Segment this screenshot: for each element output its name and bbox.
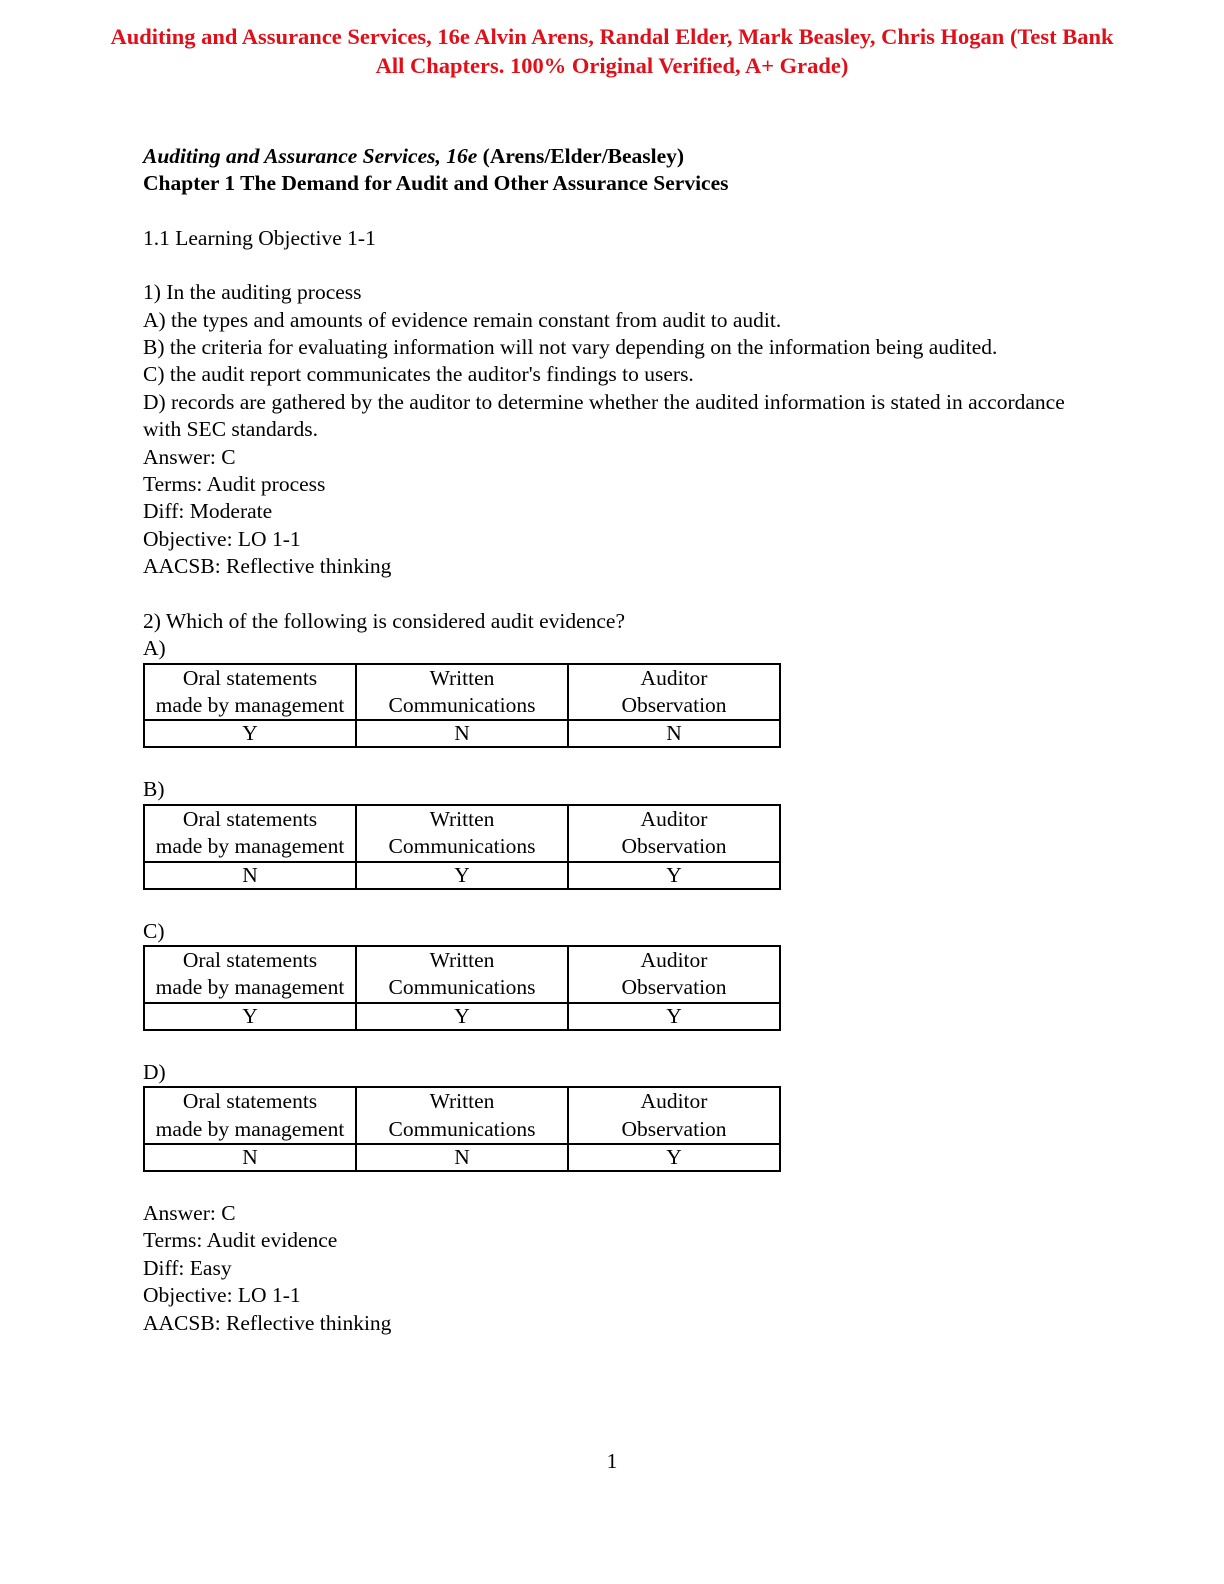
difficulty: Diff: Moderate xyxy=(143,499,273,524)
option-d: D) records are gathered by the auditor to determine whether the audited information is stated in accordance with SEC standards. xyxy=(143,389,1065,442)
chapter-title: Chapter 1 The Demand for Audit and Other Assurance Services xyxy=(143,171,729,196)
option-b-block xyxy=(143,776,1103,889)
book-title: Auditing and Assurance Services, 16e xyxy=(143,144,478,168)
header-cell: Written Communications xyxy=(356,664,568,721)
objective: Objective: LO 1-1 xyxy=(143,526,301,551)
value-cell: Y xyxy=(144,1003,356,1030)
objective: Objective: LO 1-1 xyxy=(143,1283,301,1308)
answer: Answer: C xyxy=(143,444,236,469)
question-stem: 1) In the auditing process xyxy=(143,280,362,305)
option-a-block xyxy=(143,635,1103,748)
option-label: C) xyxy=(143,918,165,943)
option-label: D) xyxy=(143,1059,166,1084)
option-table xyxy=(143,663,781,749)
value-cell: Y xyxy=(356,1003,568,1030)
value-cell: N xyxy=(568,720,780,747)
book-authors: (Arens/Elder/Beasley) xyxy=(477,144,685,168)
value-cell: N xyxy=(356,1144,568,1171)
aacsb: AACSB: Reflective thinking xyxy=(143,1310,392,1335)
header-cell: Oral statements made by management xyxy=(144,1087,356,1144)
header-cell: Oral statements made by management xyxy=(144,805,356,862)
document-banner xyxy=(60,22,1164,80)
option-a: A) the types and amounts of evidence remain constant from audit to audit. xyxy=(143,307,782,332)
difficulty: Diff: Easy xyxy=(143,1255,232,1280)
value-cell: N xyxy=(356,720,568,747)
header-cell: Auditor Observation xyxy=(568,805,780,862)
answer: Answer: C xyxy=(143,1200,236,1225)
document-body xyxy=(143,143,1103,1337)
option-label: A) xyxy=(143,636,166,661)
page-number: 1 xyxy=(606,1449,618,1473)
value-cell: Y xyxy=(144,720,356,747)
header-cell: Auditor Observation xyxy=(568,1087,780,1144)
option-label: B) xyxy=(143,777,165,802)
header-cell: Oral statements made by management xyxy=(144,946,356,1003)
header-cell: Auditor Observation xyxy=(568,946,780,1003)
question-stem: 2) Which of the following is considered audit evidence? xyxy=(143,608,626,633)
banner-line-1: Auditing and Assurance Services, 16e Alvin Arens, Randal Elder, Mark Beasley, Chris Hogan (Test Bank xyxy=(110,24,1114,49)
option-table xyxy=(143,945,781,1031)
terms: Terms: Audit process xyxy=(143,472,326,497)
banner-line-2: All Chapters. 100% Original Verified, A+ Grade) xyxy=(375,53,849,78)
question-1 xyxy=(143,279,1103,580)
book-title-line xyxy=(143,143,1103,170)
option-table xyxy=(143,804,781,890)
option-b: B) the criteria for evaluating information will not vary depending on the information being audited. xyxy=(143,335,998,360)
value-cell: Y xyxy=(568,1144,780,1171)
value-cell: N xyxy=(144,862,356,889)
value-cell: Y xyxy=(568,1003,780,1030)
value-cell: N xyxy=(144,1144,356,1171)
aacsb: AACSB: Reflective thinking xyxy=(143,554,392,579)
header-cell: Written Communications xyxy=(356,946,568,1003)
header-cell: Oral statements made by management xyxy=(144,664,356,721)
header-cell: Written Communications xyxy=(356,1087,568,1144)
header-cell: Auditor Observation xyxy=(568,664,780,721)
option-table xyxy=(143,1086,781,1172)
terms: Terms: Audit evidence xyxy=(143,1228,338,1253)
header-cell: Written Communications xyxy=(356,805,568,862)
section-heading: 1.1 Learning Objective 1-1 xyxy=(143,225,376,250)
option-c-block xyxy=(143,918,1103,1031)
option-c: C) the audit report communicates the auditor's findings to users. xyxy=(143,362,694,387)
question-2 xyxy=(143,608,1103,1337)
value-cell: Y xyxy=(568,862,780,889)
value-cell: Y xyxy=(356,862,568,889)
option-d-block xyxy=(143,1059,1103,1172)
